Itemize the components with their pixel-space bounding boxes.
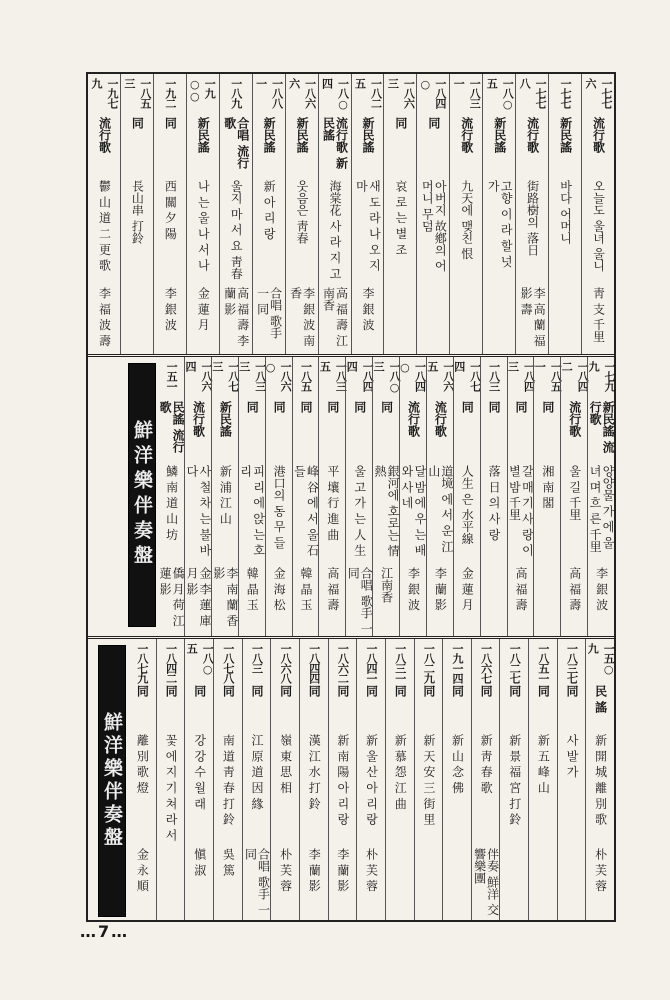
entry-num: 一八四○ bbox=[398, 361, 427, 391]
entry-genre: 同 bbox=[513, 400, 528, 413]
entry-singer: 高 福 壽 李 蘭 影 bbox=[222, 286, 250, 347]
catalog-entry bbox=[533, 357, 563, 636]
entry-title: 鬱 山 道 二 更 歌 bbox=[97, 179, 112, 271]
entry-genre: 同 bbox=[565, 684, 580, 697]
entry-title: 新 天 安 三 街 里 bbox=[421, 733, 436, 825]
entry-genre: 同 bbox=[163, 116, 178, 129]
entry-genre: 新民謠 bbox=[492, 116, 507, 153]
catalog-entry bbox=[416, 74, 449, 354]
catalog-entry bbox=[120, 74, 153, 354]
catalog-entry bbox=[449, 74, 482, 354]
catalog-entry bbox=[414, 639, 443, 920]
entry-singer: 高 福 壽 bbox=[513, 566, 528, 611]
entry-genre: 同 bbox=[325, 400, 340, 413]
entry-num: 一八四四 bbox=[307, 643, 321, 683]
entry-num: 一八九 bbox=[229, 78, 243, 108]
entry-num: 一九七九 bbox=[89, 78, 119, 108]
entry-singer: 高 福 壽 bbox=[567, 566, 582, 611]
section-banner: 鮮洋樂伴奏盤 bbox=[128, 363, 156, 627]
entry-num: 一五○九 bbox=[586, 643, 616, 675]
entry-singer: 李 蘭 影 bbox=[307, 847, 322, 892]
entry-genre: 新民謠 bbox=[558, 116, 573, 153]
entry-singer: 李 銀 波 bbox=[360, 286, 375, 331]
entry-singer: 靑 支 千里 bbox=[591, 286, 606, 343]
catalog-entry bbox=[399, 357, 426, 636]
entry-genre: 同 bbox=[507, 684, 522, 697]
entry-num: 一八六五 bbox=[425, 361, 455, 391]
entry-genre: 同 bbox=[164, 684, 179, 697]
entry-genre: 同 bbox=[249, 684, 264, 697]
catalog-entry bbox=[211, 357, 238, 636]
entry-num: 一八七九 bbox=[135, 643, 149, 683]
entry-title: 海棠花 사 라 지 고 bbox=[328, 179, 343, 279]
entry-genre: 同 bbox=[536, 684, 551, 697]
entry-num: 一八七三 bbox=[210, 361, 240, 391]
entry-genre: 同 bbox=[487, 400, 502, 413]
page-number: …7… bbox=[80, 922, 130, 941]
entry-singer: 伴奏 鮮洋 交響樂團 bbox=[472, 847, 500, 916]
entry-singer: 金 李 蓮 庫 月 影 bbox=[184, 566, 212, 627]
entry-genre: 同 bbox=[479, 684, 494, 697]
entry-num: 一五一 bbox=[165, 361, 179, 391]
entry-singer: 李 銀 波 bbox=[594, 566, 609, 611]
entry-num: 一八二七 bbox=[508, 643, 522, 683]
entry-num: 一八○三 bbox=[372, 361, 402, 393]
entry-title: 平 壤 行 進 曲 bbox=[325, 465, 340, 541]
entry-title: 街路樹의 落日 bbox=[525, 179, 540, 256]
entry-genre: 同 bbox=[540, 400, 555, 413]
entry-num: 一八四四 bbox=[345, 361, 375, 391]
entry-title: 新 慕 怨 江 曲 bbox=[393, 733, 408, 809]
entry-genre: 同 bbox=[379, 400, 394, 413]
entry-genre: 新民謠 流行歌 bbox=[588, 400, 616, 454]
entry-title: 新 景 福 宮 打 鈴 bbox=[507, 733, 522, 825]
entry-num: 一八五一 bbox=[533, 361, 563, 391]
entry-title: 江 原 道 因 緣 bbox=[249, 733, 264, 809]
catalog-entry bbox=[88, 74, 120, 354]
entry-title: 人生 은 水平線 bbox=[460, 465, 475, 546]
entry-num: 一七七八 bbox=[518, 78, 548, 108]
catalog-entry bbox=[186, 74, 219, 354]
entry-num: 一八五 bbox=[299, 361, 313, 391]
entry-num: 一八六二 bbox=[336, 643, 350, 683]
catalog-entry bbox=[581, 74, 614, 354]
entry-singer: 李 蘭 影 bbox=[433, 566, 448, 611]
catalog-entry bbox=[285, 74, 318, 354]
entry-num: 一八○五 bbox=[485, 78, 515, 110]
entry-genre: 流行歌 bbox=[433, 400, 448, 437]
entry-singer: 金 永 順 bbox=[135, 847, 150, 892]
entry-title: 離 別 歌 燈 bbox=[135, 733, 150, 794]
entry-title: 落 日 의 사 랑 bbox=[487, 465, 502, 541]
entry-genre: 新民謠 bbox=[360, 116, 375, 153]
catalog-entry bbox=[480, 357, 507, 636]
entry-genre: 同 bbox=[460, 400, 475, 413]
entry-singer: 高 福 壽 江南香 bbox=[321, 286, 349, 347]
entry-genre: 新民謠 bbox=[218, 400, 233, 437]
entry-genre: 同 bbox=[130, 116, 145, 129]
entry-title: 道境 에 서 운 江山 bbox=[426, 465, 454, 553]
catalog-entry bbox=[499, 639, 528, 920]
entry-num: 一八七四 bbox=[452, 361, 482, 391]
entry-genre: 流行歌 bbox=[406, 400, 421, 437]
entry-genre: 同 bbox=[426, 116, 441, 129]
catalog-entry bbox=[252, 74, 285, 354]
catalog-entry bbox=[238, 357, 265, 636]
catalog-entry bbox=[156, 639, 185, 920]
entry-title: 아버지 故鄕의 어머니 무덤 bbox=[420, 179, 448, 272]
entry-title: 고향 이 라 할 넛 가 bbox=[486, 179, 514, 267]
entry-num: 一八五三 bbox=[122, 78, 152, 108]
catalog-entry bbox=[292, 357, 319, 636]
catalog-entry bbox=[184, 357, 211, 636]
entry-genre: 流行歌 bbox=[97, 116, 112, 153]
entry-singer: 朴 芙 蓉 bbox=[278, 847, 293, 892]
entry-genre: 流行歌 bbox=[591, 116, 606, 153]
catalog-entry bbox=[587, 357, 617, 636]
entry-title: 峰 谷 에 서 울 石 들 bbox=[292, 465, 320, 557]
entry-num: 一八三 bbox=[250, 643, 264, 673]
catalog-entry bbox=[265, 357, 292, 636]
entry-singer: 高 福 壽 bbox=[325, 566, 340, 611]
catalog-entry bbox=[442, 639, 471, 920]
entry-singer: 金 海 松 bbox=[272, 566, 287, 611]
entry-title: 長山串 打鈴 bbox=[130, 179, 145, 244]
entry-num: 一八六七 bbox=[479, 643, 493, 683]
catalog-entry bbox=[270, 639, 299, 920]
entry-num: 一八三三 bbox=[237, 361, 267, 391]
catalog-entry bbox=[299, 639, 328, 920]
entry-title: 사 철 차 는 불 바 다 bbox=[184, 465, 212, 557]
entry-title: 南 道 靑 春 打 鈴 bbox=[221, 733, 236, 825]
entry-genre: 同 bbox=[221, 684, 236, 697]
entry-singer: 金 蓮 月 bbox=[460, 566, 475, 611]
catalog-entry bbox=[219, 74, 252, 354]
entry-genre: 同 bbox=[450, 684, 465, 697]
section-folk-songs bbox=[88, 636, 614, 920]
entry-title: 銀河에 호로는 情熱 bbox=[373, 465, 401, 558]
entry-num: 一八三五 bbox=[318, 361, 348, 391]
catalog-entry bbox=[471, 639, 500, 920]
entry-singer: 江南香 bbox=[379, 566, 394, 603]
section-new-folk-songs bbox=[88, 354, 617, 636]
entry-num: 一八七八 bbox=[221, 643, 235, 683]
entry-genre: 同 bbox=[298, 400, 313, 413]
entry-num: 一八六三 bbox=[386, 78, 416, 108]
entry-singer: 朴 芙 蓉 bbox=[364, 847, 379, 892]
entry-num: 一八四一 bbox=[365, 643, 379, 683]
entry-genre: 同 bbox=[393, 684, 408, 697]
entry-title: 新 靑 春 歌 bbox=[479, 733, 494, 794]
entry-title: 강 강 수 월 래 bbox=[192, 733, 207, 809]
catalog-entry bbox=[385, 639, 414, 920]
entry-genre: 同 bbox=[393, 116, 408, 129]
entry-genre: 民 謠 bbox=[593, 684, 608, 713]
entry-singer: 僑 月 荷 江 蓮 影 bbox=[158, 566, 186, 627]
entry-num: 一八二五 bbox=[353, 78, 383, 108]
entry-num: 一八三 bbox=[487, 361, 501, 391]
entry-title: 피 리 에 앉 는 호 리 bbox=[238, 465, 266, 557]
entry-genre: 新民謠 bbox=[262, 116, 277, 153]
catalog-entry bbox=[585, 639, 614, 920]
entry-genre: 同 bbox=[135, 684, 150, 697]
entry-title: 鱗 南 道 山 坊 bbox=[164, 465, 179, 541]
entry-num: 一八四二 bbox=[164, 643, 178, 683]
entry-num: 一九○○ bbox=[188, 78, 217, 102]
entry-title: 新 浦 江 山 bbox=[218, 465, 233, 525]
entry-genre: 流行歌 bbox=[459, 116, 474, 153]
entry-num: 一八○四 bbox=[320, 78, 350, 110]
entry-singer: 愼 淑 bbox=[192, 847, 207, 876]
entry-singer: 合唱 歌手 一 同 bbox=[346, 566, 374, 635]
entry-genre: 同 bbox=[421, 684, 436, 697]
entry-genre: 同 bbox=[307, 684, 322, 697]
entry-genre: 同 bbox=[272, 400, 287, 413]
catalog-entry bbox=[318, 74, 351, 354]
entry-genre: 流行歌 bbox=[567, 400, 582, 437]
catalog-entry bbox=[548, 74, 581, 354]
catalog-entry bbox=[557, 639, 586, 920]
entry-num: 一八○五 bbox=[185, 643, 215, 675]
catalog-entry bbox=[515, 74, 548, 354]
entry-genre: 同 bbox=[192, 684, 207, 697]
entry-genre: 同 bbox=[335, 684, 350, 697]
entry-genre: 合唱 流行歌 bbox=[222, 116, 250, 169]
entry-singer: 李 銀 波 bbox=[406, 566, 421, 611]
entry-title: 哀 로 는 별 조 bbox=[393, 179, 408, 255]
catalog-entry bbox=[528, 639, 557, 920]
entry-title: 港口의 동 무 들 bbox=[272, 465, 287, 549]
catalog-entry bbox=[345, 357, 375, 636]
entry-num: 一七七 bbox=[559, 78, 573, 108]
catalog-entry bbox=[356, 639, 385, 920]
entry-genre: 同 bbox=[278, 684, 293, 697]
entry-num: 一八五一 bbox=[536, 643, 550, 683]
entry-genre: 流行歌 bbox=[191, 400, 206, 437]
entry-title: 九天에 맺친 恨 bbox=[459, 179, 474, 260]
entry-num: 一七七六 bbox=[584, 78, 614, 108]
catalog-entry bbox=[184, 639, 213, 920]
entry-singer: 李 銀 波 南 香 bbox=[288, 286, 316, 347]
entry-title: 漢 江 水 打 鈴 bbox=[307, 733, 322, 809]
entry-num: 一八八一 bbox=[254, 78, 284, 108]
entry-title: 新 山 念 佛 bbox=[450, 733, 465, 794]
entry-singer: 韓 晶 玉 bbox=[245, 566, 260, 611]
entry-title: 新 五 峰 山 bbox=[536, 733, 551, 794]
entry-genre: 流行歌 新民謠 bbox=[321, 116, 349, 169]
catalog-entry bbox=[128, 639, 156, 920]
entry-singer: 李 高 蘭 福 影 壽 bbox=[519, 286, 547, 347]
entry-genre: 民謠 流行歌 bbox=[158, 400, 186, 454]
entry-title: 新 開 城 離 別 歌 bbox=[593, 733, 608, 825]
entry-genre: 新民謠 bbox=[196, 116, 211, 153]
catalog-entry bbox=[453, 357, 480, 636]
entry-num: 一八三一 bbox=[393, 643, 407, 683]
catalog-entry bbox=[426, 357, 453, 636]
entry-num: 一七九九 bbox=[587, 361, 617, 391]
entry-num: 一八四○ bbox=[418, 78, 447, 108]
entry-singer: 朴 芙 蓉 bbox=[593, 847, 608, 892]
entry-title: 나 는 울 나 서 나 bbox=[196, 179, 211, 271]
entry-num: 一八六六 bbox=[287, 78, 317, 108]
entry-title: 달 밤 에 우 는 배 와 사 네 bbox=[399, 465, 427, 557]
entry-title: 西 關 夕 陽 bbox=[163, 179, 178, 240]
section-popular-songs bbox=[88, 74, 614, 354]
entry-num: 一八四三 bbox=[506, 361, 536, 391]
entry-num: 一八二九 bbox=[422, 643, 436, 683]
catalog-entry bbox=[560, 357, 590, 636]
catalog-entry bbox=[507, 357, 534, 636]
entry-title: 웃음은 靑春 bbox=[295, 179, 310, 244]
entry-num: 一八六四 bbox=[183, 361, 213, 391]
entry-title: 갈 매 기 사 랑 이 별 밤 千里 bbox=[507, 465, 535, 557]
entry-num: 一九二 bbox=[163, 78, 177, 108]
entry-singer: 合唱 歌手 一 同 bbox=[243, 847, 271, 916]
entry-title: 꽃 에 지 기 쳐 라 서 bbox=[164, 733, 179, 841]
entry-genre: 同 bbox=[364, 684, 379, 697]
catalog-entry bbox=[318, 357, 348, 636]
entry-singer: 李 銀 波 bbox=[163, 286, 178, 331]
section-banner-2: 鮮洋樂伴奏盤 bbox=[98, 645, 126, 917]
catalog-entry bbox=[482, 74, 515, 354]
entry-genre: 流行歌 bbox=[525, 116, 540, 153]
entry-title: 新 南 陽 아 리 랑 bbox=[335, 733, 350, 825]
entry-genre: 新民謠 bbox=[295, 116, 310, 153]
entry-num: 一八六○ bbox=[264, 361, 293, 391]
entry-singer: 李 蘭 影 bbox=[335, 847, 350, 892]
entry-title: 새 도 라 나 오 지 마 bbox=[354, 179, 382, 271]
entry-title: 사 발 가 bbox=[565, 733, 580, 778]
entry-singer: 吳 篤 bbox=[221, 847, 236, 876]
entry-title: 湘 南 閣 bbox=[540, 465, 555, 510]
entry-singer: 李 福 波 壽 bbox=[97, 286, 112, 347]
catalog-entry bbox=[328, 639, 357, 920]
catalog-entry bbox=[351, 74, 384, 354]
entry-singer: 金 蓮 月 bbox=[196, 286, 211, 331]
entry-singer: 韓 晶 玉 bbox=[298, 566, 313, 611]
entry-num: 一八六八 bbox=[279, 643, 293, 683]
entry-singer: 李 南 蘭 香 影 bbox=[211, 566, 239, 627]
entry-title: 양양물 가 에 울 녀 며 흐 른 千里 bbox=[588, 465, 616, 553]
entry-title: 新 울 산 아 리 랑 bbox=[364, 733, 379, 825]
entry-title: 오늘도 울녀 울니 bbox=[591, 179, 606, 272]
entry-title: 울지 마 서 요 靑春 bbox=[229, 179, 244, 279]
entry-num: 一八三七 bbox=[565, 643, 579, 683]
catalog-entry bbox=[153, 74, 186, 354]
catalog-entry bbox=[213, 639, 242, 920]
entry-genre: 同 bbox=[245, 400, 260, 413]
catalog-page bbox=[86, 72, 616, 922]
entry-num: 一九一四 bbox=[450, 643, 464, 683]
catalog-entry bbox=[242, 639, 271, 920]
entry-num: 一八四二 bbox=[560, 361, 590, 391]
entry-num: 一八三一 bbox=[452, 78, 482, 108]
entry-title: 울 길 千里 bbox=[567, 465, 582, 522]
entry-title: 바다 어머니 bbox=[558, 179, 573, 244]
catalog-entry bbox=[383, 74, 416, 354]
entry-title: 嶺 東 思 相 bbox=[278, 733, 293, 794]
entry-genre: 同 bbox=[352, 400, 367, 413]
entry-singer: 合唱 歌手 一 同 bbox=[255, 286, 283, 339]
catalog-entry bbox=[158, 357, 184, 636]
entry-title: 울 고 가 는 人 生 bbox=[352, 465, 367, 557]
entry-title: 新 아 리 랑 bbox=[262, 179, 277, 240]
catalog-entry bbox=[372, 357, 402, 636]
